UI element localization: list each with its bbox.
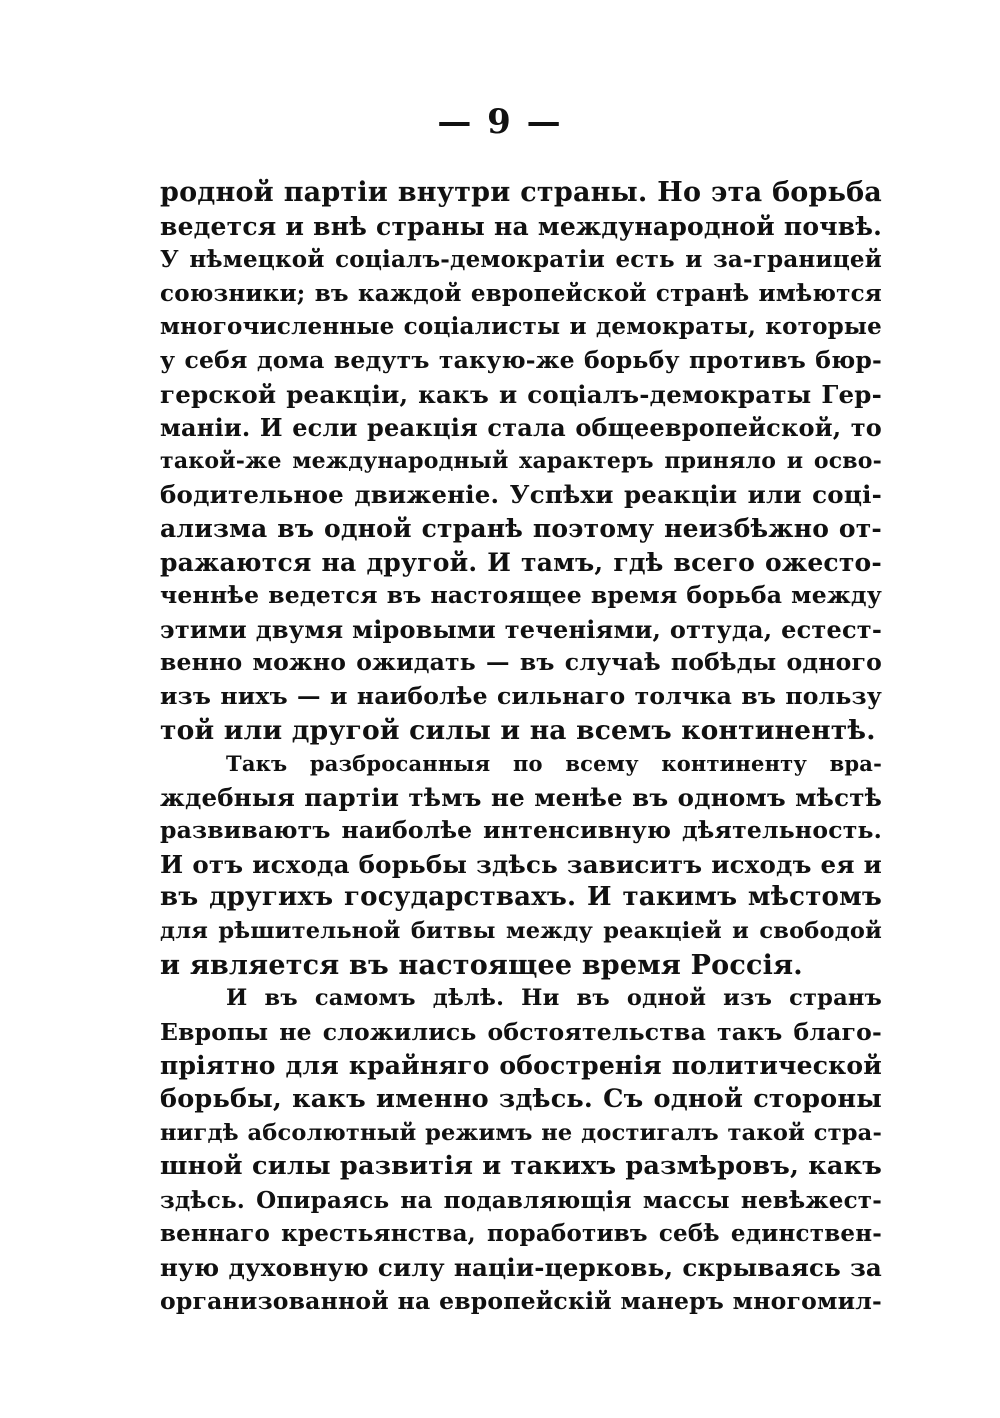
text-line: пріятно для крайняго обостренія политической [160, 1051, 882, 1081]
text-line: ализма въ одной странѣ поэтому неизбѣжно от- [160, 513, 882, 543]
text-line: организованной на европейскій манеръ многомил- [160, 1286, 882, 1315]
text-line: бодительное движеніе. Успѣхи реакціи или соці- [160, 480, 882, 510]
paragraph-2 [160, 747, 882, 982]
text-line: герской реакціи, какъ и соціалъ-демократы Гер- [160, 379, 882, 409]
text-line: Такъ разбросанныя по всему континенту вра- [226, 751, 882, 777]
text-line: родной партіи внутри страны. Но эта борьба [160, 177, 882, 208]
text-line: развиваютъ наиболѣе интенсивную дѣятельность. [160, 816, 882, 845]
text-line: веннаго крестьянства, поработивъ себѣ единствен- [160, 1220, 882, 1248]
text-line: многочисленные соціалисты и демократы, которые [160, 313, 882, 341]
text-line: ченнѣе ведется въ настоящее время борьба между [160, 581, 882, 610]
text-line: венно можно ожидать — въ случаѣ побѣды одного [160, 648, 882, 677]
text-line: этими двумя міровыми теченіями, оттуда, естест- [160, 614, 882, 644]
text-line: здѣсь. Опираясь на подавляющія массы невѣжест- [160, 1186, 882, 1214]
text-line: шной силы развитія и такихъ размѣровъ, какъ [160, 1151, 882, 1182]
text-line: У нѣмецкой соціалъ-демократіи есть и за-границей [160, 246, 882, 274]
text-line: и является въ настоящее время Россія. [160, 949, 803, 981]
paragraph-1 [160, 176, 882, 747]
text-line: Европы не сложились обстоятельства такъ благо- [160, 1017, 882, 1046]
text-line: для рѣшительной битвы между реакціей и свободой [160, 918, 882, 945]
text-line: ражаются на другой. И тамъ, гдѣ всего ожесто- [160, 547, 882, 577]
text-line: такой-же международный характеръ приняло и осво- [160, 447, 882, 474]
text-line: ведется и внѣ страны на международной почвѣ. [160, 211, 882, 241]
text-line: у себя дома ведутъ такую-же борьбу противъ бюр- [160, 345, 882, 374]
page-number: — 9 — [437, 102, 563, 142]
body-text [160, 176, 882, 1318]
text-line: ную духовную силу націи-церковь, скрываясь за [160, 1253, 882, 1282]
text-line: И въ самомъ дѣлѣ. Ни въ одной изъ странъ [226, 985, 882, 1012]
text-line: нигдѣ абсолютный режимъ не достигалъ такой стра- [160, 1119, 882, 1146]
text-line: той или другой силы и на всемъ континентѣ. [160, 714, 876, 746]
text-line: ждебныя партіи тѣмъ не менѣе въ одномъ мѣстѣ [160, 782, 882, 812]
paragraph-3 [160, 982, 882, 1318]
text-line: И отъ исхода борьбы здѣсь зависитъ исходъ ея и [160, 849, 882, 879]
text-line: маніи. И если реакція стала общеевропейской, то [160, 413, 882, 443]
text-line: изъ нихъ — и наиболѣе сильнаго толчка въ пользу [160, 681, 882, 710]
text-line: борьбы, какъ именно здѣсь. Съ одной стороны [160, 1084, 882, 1115]
text-line: союзники; въ каждой европейской странѣ имѣются [160, 279, 882, 307]
text-line: въ другихъ государствахъ. И такимъ мѣстомъ [160, 882, 882, 913]
